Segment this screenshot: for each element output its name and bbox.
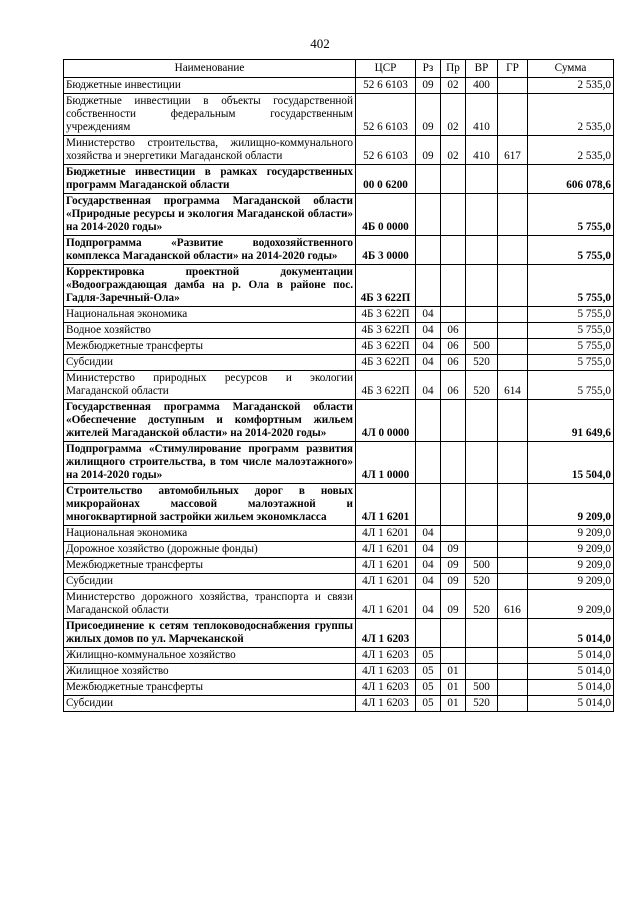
cell-pr: 09 [441, 574, 466, 590]
cell-gr: 617 [498, 136, 528, 165]
cell-csr: 4Б 3 622П [356, 307, 416, 323]
cell-gr [498, 542, 528, 558]
table-row [64, 265, 614, 307]
cell-csr: 4Л 1 6203 [356, 696, 416, 712]
table-row [64, 664, 614, 680]
cell-sum: 9 209,0 [528, 558, 614, 574]
cell-csr: 4Б 3 622П [356, 371, 416, 400]
cell-pr [441, 442, 466, 484]
cell-gr [498, 194, 528, 236]
header-pr: Пр [441, 60, 466, 78]
cell-gr [498, 484, 528, 526]
cell-rz: 05 [416, 696, 441, 712]
cell-name: Субсидии [64, 355, 356, 371]
cell-pr: 01 [441, 696, 466, 712]
cell-gr [498, 574, 528, 590]
cell-vr: 410 [466, 136, 498, 165]
cell-gr [498, 339, 528, 355]
cell-gr [498, 619, 528, 648]
cell-csr: 4Л 1 6201 [356, 526, 416, 542]
table-row [64, 165, 614, 194]
table-row [64, 484, 614, 526]
cell-csr: 4Б 0 0000 [356, 194, 416, 236]
cell-name: Присоединение к сетям теплоководоснабжения группы жилых домов по ул. Марчеканской [64, 619, 356, 648]
cell-pr: 09 [441, 558, 466, 574]
cell-sum: 5 755,0 [528, 371, 614, 400]
cell-sum: 5 755,0 [528, 339, 614, 355]
cell-rz [416, 400, 441, 442]
cell-vr [466, 236, 498, 265]
cell-csr: 4Л 1 6203 [356, 680, 416, 696]
cell-vr: 520 [466, 590, 498, 619]
cell-gr [498, 664, 528, 680]
cell-sum: 5 755,0 [528, 194, 614, 236]
table-row [64, 136, 614, 165]
cell-vr: 500 [466, 339, 498, 355]
cell-sum: 9 209,0 [528, 542, 614, 558]
cell-csr: 4Б 3 622П [356, 339, 416, 355]
table-row [64, 236, 614, 265]
cell-vr: 520 [466, 574, 498, 590]
cell-rz: 09 [416, 78, 441, 94]
cell-name: Строительство автомобильных дорог в новых микрорайонах массовой малоэтажной и многоквартирной застройки жильем экономкласса [64, 484, 356, 526]
cell-csr: 52 6 6103 [356, 136, 416, 165]
cell-vr: 520 [466, 355, 498, 371]
cell-csr: 4Л 1 6201 [356, 484, 416, 526]
cell-name: Национальная экономика [64, 307, 356, 323]
cell-vr [466, 619, 498, 648]
cell-pr: 09 [441, 542, 466, 558]
cell-csr: 52 6 6103 [356, 94, 416, 136]
table-row [64, 194, 614, 236]
cell-pr [441, 526, 466, 542]
cell-csr: 4Л 0 0000 [356, 400, 416, 442]
cell-vr [466, 648, 498, 664]
cell-vr [466, 442, 498, 484]
cell-gr [498, 696, 528, 712]
cell-rz: 04 [416, 542, 441, 558]
cell-name: Межбюджетные трансферты [64, 680, 356, 696]
cell-sum: 5 755,0 [528, 323, 614, 339]
table-row [64, 526, 614, 542]
cell-sum: 5 755,0 [528, 265, 614, 307]
cell-rz: 04 [416, 323, 441, 339]
header-vr: ВР [466, 60, 498, 78]
cell-gr [498, 307, 528, 323]
cell-sum: 5 755,0 [528, 355, 614, 371]
cell-pr [441, 265, 466, 307]
cell-pr [441, 307, 466, 323]
cell-name: Жилищно-коммунальное хозяйство [64, 648, 356, 664]
cell-rz [416, 442, 441, 484]
table-row [64, 307, 614, 323]
cell-pr: 06 [441, 355, 466, 371]
cell-sum: 9 209,0 [528, 526, 614, 542]
cell-vr [466, 307, 498, 323]
cell-name: Жилищное хозяйство [64, 664, 356, 680]
cell-csr: 4Л 1 6203 [356, 664, 416, 680]
cell-gr [498, 265, 528, 307]
table-row [64, 590, 614, 619]
cell-sum: 15 504,0 [528, 442, 614, 484]
table-body [64, 78, 614, 712]
cell-name: Подпрограмма «Стимулирование программ развития жилищного строительства, в том числе малоэтажного» на 2014-2020 годы» [64, 442, 356, 484]
cell-name: Государственная программа Магаданской области «Обеспечение доступным и комфортным жильем жителей Магаданской области» на 2014-2020 годы» [64, 400, 356, 442]
cell-sum: 606 078,6 [528, 165, 614, 194]
cell-csr: 4Б 3 0000 [356, 236, 416, 265]
table-row [64, 371, 614, 400]
cell-gr [498, 680, 528, 696]
cell-csr: 4Л 1 6203 [356, 648, 416, 664]
cell-pr [441, 236, 466, 265]
budget-table [63, 59, 614, 712]
table-row [64, 94, 614, 136]
cell-csr: 4Б 3 622П [356, 323, 416, 339]
cell-csr: 4Л 1 6203 [356, 619, 416, 648]
cell-gr [498, 526, 528, 542]
table-row [64, 542, 614, 558]
cell-rz: 04 [416, 558, 441, 574]
cell-name: Субсидии [64, 696, 356, 712]
cell-gr: 614 [498, 371, 528, 400]
cell-gr [498, 94, 528, 136]
cell-name: Подпрограмма «Развитие водохозяйственного комплекса Магаданской области» на 2014-2020 годы» [64, 236, 356, 265]
cell-rz: 04 [416, 307, 441, 323]
cell-sum: 5 014,0 [528, 664, 614, 680]
cell-gr [498, 442, 528, 484]
header-csr: ЦСР [356, 60, 416, 78]
cell-rz: 04 [416, 590, 441, 619]
table-row [64, 400, 614, 442]
cell-pr [441, 165, 466, 194]
cell-vr [466, 265, 498, 307]
cell-rz [416, 619, 441, 648]
cell-rz [416, 236, 441, 265]
cell-pr: 02 [441, 78, 466, 94]
cell-name: Национальная экономика [64, 526, 356, 542]
cell-sum: 2 535,0 [528, 78, 614, 94]
cell-rz: 09 [416, 94, 441, 136]
cell-name: Субсидии [64, 574, 356, 590]
cell-gr [498, 78, 528, 94]
cell-vr [466, 526, 498, 542]
table-row [64, 619, 614, 648]
table-header-row [64, 60, 614, 78]
cell-csr: 4Л 1 6201 [356, 574, 416, 590]
header-gr: ГР [498, 60, 528, 78]
cell-vr: 500 [466, 680, 498, 696]
cell-csr: 4Л 1 0000 [356, 442, 416, 484]
cell-name: Корректировка проектной документации «Водоограждающая дамба на р. Ола в районе пос. Гадля-Заречный-Ола» [64, 265, 356, 307]
cell-pr [441, 484, 466, 526]
cell-sum: 91 649,6 [528, 400, 614, 442]
cell-pr [441, 194, 466, 236]
cell-rz [416, 165, 441, 194]
cell-gr [498, 400, 528, 442]
cell-gr: 616 [498, 590, 528, 619]
cell-gr [498, 558, 528, 574]
cell-vr: 400 [466, 78, 498, 94]
cell-sum: 5 014,0 [528, 696, 614, 712]
cell-gr [498, 355, 528, 371]
cell-name: Межбюджетные трансферты [64, 558, 356, 574]
cell-rz: 04 [416, 339, 441, 355]
cell-sum: 9 209,0 [528, 590, 614, 619]
cell-rz: 04 [416, 371, 441, 400]
cell-pr: 01 [441, 664, 466, 680]
cell-pr: 06 [441, 339, 466, 355]
cell-csr: 4Л 1 6201 [356, 558, 416, 574]
cell-pr: 09 [441, 590, 466, 619]
cell-name: Дорожное хозяйство (дорожные фонды) [64, 542, 356, 558]
table-row [64, 355, 614, 371]
cell-rz: 04 [416, 355, 441, 371]
cell-vr [466, 400, 498, 442]
cell-rz [416, 265, 441, 307]
cell-csr: 4Б 3 622П [356, 265, 416, 307]
cell-name: Министерство природных ресурсов и экологии Магаданской области [64, 371, 356, 400]
cell-rz: 04 [416, 526, 441, 542]
cell-name: Бюджетные инвестиции в объекты государственной собственности федеральным государственным учреждениям [64, 94, 356, 136]
table-row [64, 323, 614, 339]
cell-rz: 05 [416, 664, 441, 680]
cell-sum: 5 755,0 [528, 307, 614, 323]
cell-name: Бюджетные инвестиции [64, 78, 356, 94]
cell-vr: 520 [466, 371, 498, 400]
cell-gr [498, 165, 528, 194]
cell-sum: 2 535,0 [528, 94, 614, 136]
cell-name: Государственная программа Магаданской области «Природные ресурсы и экология Магаданской области» на 2014-2020 годы» [64, 194, 356, 236]
page-number: 402 [310, 36, 330, 51]
cell-pr [441, 400, 466, 442]
cell-name: Министерство строительства, жилищно-коммунального хозяйства и энергетики Магаданской области [64, 136, 356, 165]
cell-csr: 00 0 6200 [356, 165, 416, 194]
cell-csr: 4Л 1 6201 [356, 590, 416, 619]
cell-vr [466, 664, 498, 680]
table-row [64, 680, 614, 696]
table-row [64, 558, 614, 574]
cell-vr: 410 [466, 94, 498, 136]
cell-pr: 01 [441, 680, 466, 696]
table-row [64, 648, 614, 664]
cell-gr [498, 236, 528, 265]
cell-csr: 4Л 1 6201 [356, 542, 416, 558]
table-row [64, 78, 614, 94]
cell-vr: 500 [466, 558, 498, 574]
cell-pr: 06 [441, 323, 466, 339]
cell-sum: 9 209,0 [528, 484, 614, 526]
table-row [64, 696, 614, 712]
cell-rz: 05 [416, 648, 441, 664]
cell-pr: 06 [441, 371, 466, 400]
cell-name: Межбюджетные трансферты [64, 339, 356, 355]
header-sum: Сумма [528, 60, 614, 78]
table-row [64, 574, 614, 590]
cell-vr [466, 484, 498, 526]
cell-vr [466, 165, 498, 194]
cell-gr [498, 323, 528, 339]
cell-sum: 2 535,0 [528, 136, 614, 165]
cell-csr: 52 6 6103 [356, 78, 416, 94]
header-name: Наименование [64, 60, 356, 78]
cell-vr: 520 [466, 696, 498, 712]
cell-sum: 5 014,0 [528, 680, 614, 696]
cell-pr [441, 648, 466, 664]
cell-gr [498, 648, 528, 664]
table-row [64, 442, 614, 484]
cell-pr: 02 [441, 94, 466, 136]
cell-pr [441, 619, 466, 648]
cell-vr [466, 194, 498, 236]
cell-rz: 04 [416, 574, 441, 590]
cell-sum: 5 014,0 [528, 648, 614, 664]
cell-name: Водное хозяйство [64, 323, 356, 339]
header-rz: Рз [416, 60, 441, 78]
cell-rz [416, 194, 441, 236]
cell-name: Бюджетные инвестиции в рамках государственных программ Магаданской области [64, 165, 356, 194]
table-row [64, 339, 614, 355]
cell-name: Министерство дорожного хозяйства, транспорта и связи Магаданской области [64, 590, 356, 619]
cell-vr [466, 542, 498, 558]
cell-rz: 05 [416, 680, 441, 696]
cell-csr: 4Б 3 622П [356, 355, 416, 371]
cell-rz [416, 484, 441, 526]
cell-vr [466, 323, 498, 339]
cell-sum: 9 209,0 [528, 574, 614, 590]
cell-sum: 5 755,0 [528, 236, 614, 265]
cell-rz: 09 [416, 136, 441, 165]
cell-pr: 02 [441, 136, 466, 165]
cell-sum: 5 014,0 [528, 619, 614, 648]
